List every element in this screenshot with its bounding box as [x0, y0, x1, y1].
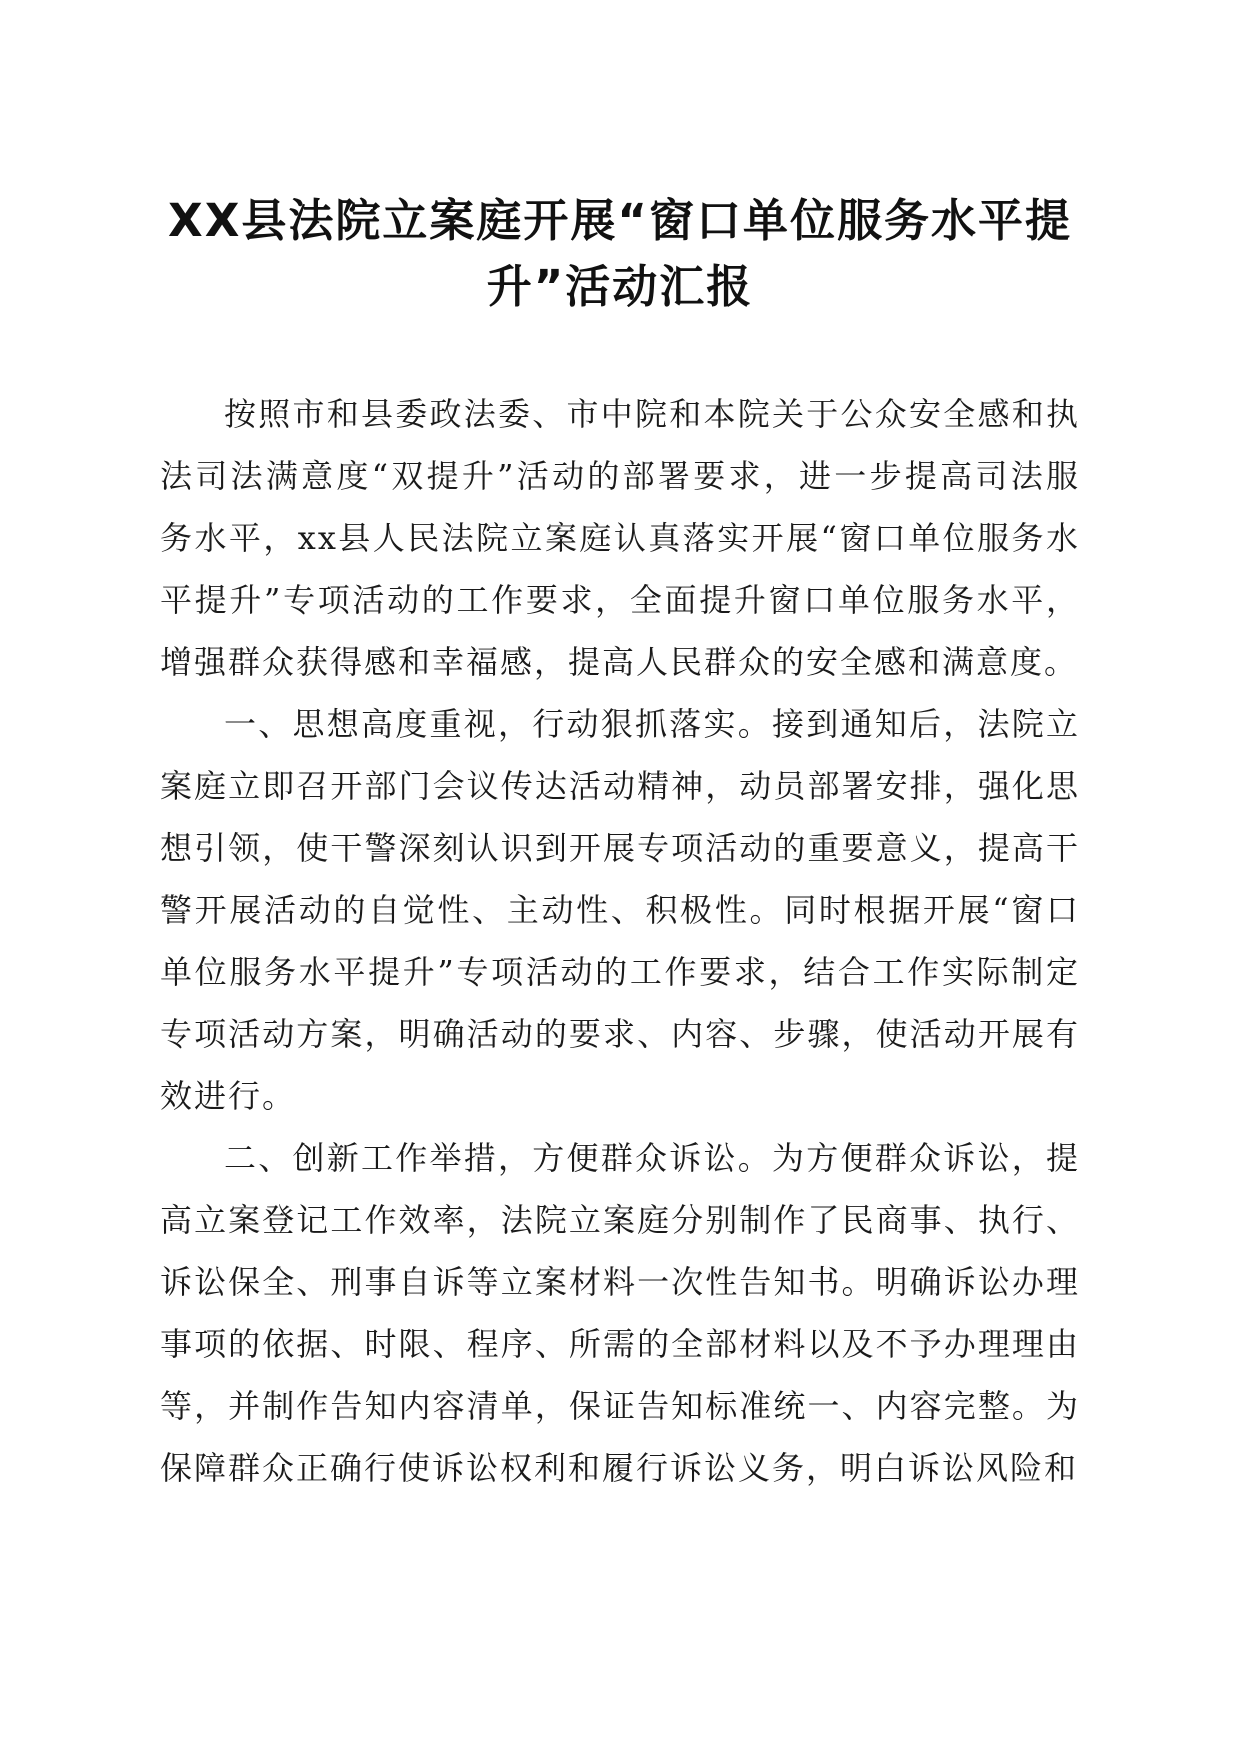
document-title	[150, 188, 1090, 320]
title-line-1: XX县法院立案庭开展“窗口单位服务水平提	[168, 194, 1072, 247]
paragraph-section-2: 二、创新工作举措，方便群众诉讼。为方便群众诉讼，提高立案登记工作效率，法院立案庭分别制作了民商事、执行、诉讼保全、刑事自诉等立案材料一次性告知书。明确诉讼办理事项的依据、时限、程序、所需的全部材料以及不予办理理由等，并制作告知内容清单，保证告知标准统一、内容完整。为保障群众正确行使诉讼权利和履行诉讼义务，明白诉讼风险和	[160, 1139, 1080, 1487]
paragraph-intro: 按照市和县委政法委、市中院和本院关于公众安全感和执法司法满意度“双提升”活动的部署要求，进一步提高司法服务水平，xx县人民法院立案庭认真落实开展“窗口单位服务水平提升”专项活动的工作要求，全面提升窗口单位服务水平，增强群众获得感和幸福感，提高人民群众的安全感和满意度。	[160, 395, 1080, 681]
document-body	[160, 383, 1080, 1499]
paragraph-section-1: 一、思想高度重视，行动狠抓落实。接到通知后，法院立案庭立即召开部门会议传达活动精神，动员部署安排，强化思想引领，使干警深刻认识到开展专项活动的重要意义，提高干警开展活动的自觉性、主动性、积极性。同时根据开展“窗口单位服务水平提升”专项活动的工作要求，结合工作实际制定专项活动方案，明确活动的要求、内容、步骤，使活动开展有效进行。	[160, 705, 1080, 1115]
title-line-2: 升”活动汇报	[486, 260, 754, 313]
